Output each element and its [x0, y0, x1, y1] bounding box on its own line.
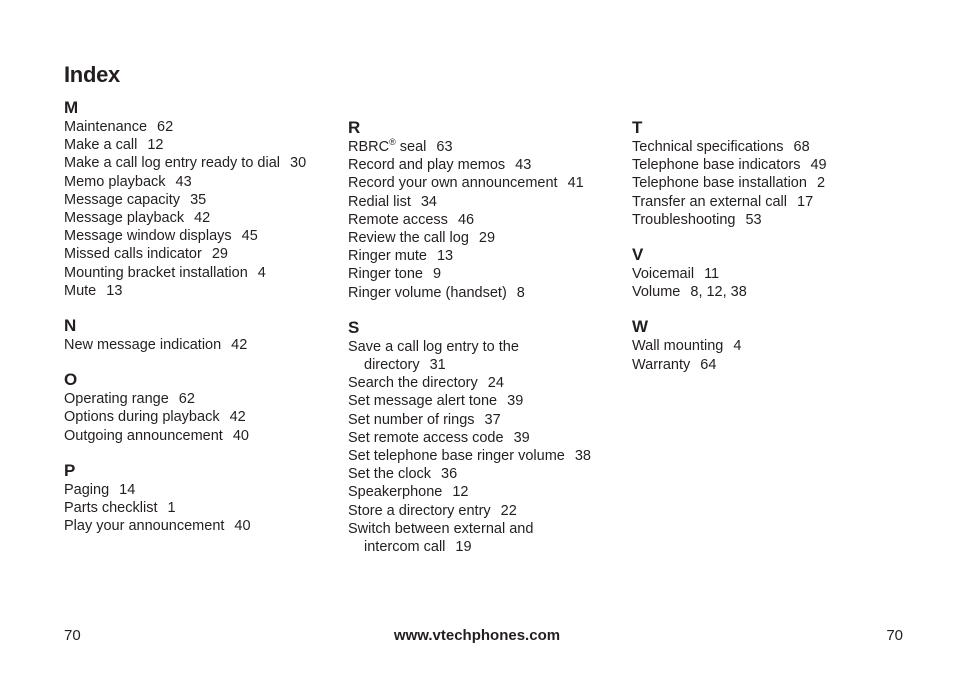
section-letter: P: [64, 460, 76, 480]
entry-term: Make a call: [64, 137, 138, 154]
entry-page-number: 2: [816, 175, 826, 192]
entry-term: Play your announcement: [64, 518, 225, 535]
index-entry: [348, 284, 618, 302]
entry-term: Redial list: [348, 193, 411, 210]
index-section: [64, 370, 334, 445]
index-entry: [632, 265, 902, 283]
section-letter: W: [632, 317, 649, 337]
entry-term: Save a call log entry to the: [348, 338, 519, 355]
entry-term: Message playback: [64, 210, 185, 227]
index-entry: [64, 499, 334, 517]
entry-page-number: 40: [234, 518, 251, 535]
index-entry: [348, 193, 618, 211]
index-entry: [348, 211, 618, 229]
index-entry: [632, 193, 902, 211]
index-section: [64, 316, 334, 354]
entry-term: Parts checklist: [64, 500, 158, 517]
index-entry: [348, 229, 618, 247]
index-section: [632, 118, 902, 229]
index-entry: [348, 374, 618, 392]
entry-page-number: 17: [797, 193, 814, 210]
index-entry: [348, 447, 618, 465]
index-section: [348, 118, 618, 302]
entry-term: Set remote access code: [348, 429, 504, 446]
entry-page-number: 34: [420, 193, 437, 210]
section-letter: N: [64, 316, 77, 336]
index-entry: [348, 502, 618, 520]
entry-term: Telephone base indicators: [632, 157, 801, 174]
section-letter: S: [348, 317, 360, 337]
entry-page-number: 62: [178, 391, 195, 408]
entry-page-number: 37: [484, 411, 501, 428]
index-entry: [64, 336, 334, 354]
entry-page-number: 29: [478, 230, 496, 247]
entry-term: Make a call log entry ready to dial: [64, 155, 280, 172]
entry-term: Warranty: [632, 356, 691, 373]
entry-term: Mute: [64, 282, 97, 299]
entry-continuation-text: directory: [364, 357, 420, 374]
entry-page-number: 53: [745, 211, 762, 228]
entry-term: Review the call log: [348, 230, 469, 247]
entry-page-number: 42: [194, 210, 211, 227]
index-section: [348, 318, 618, 556]
entry-page-number: 39: [507, 393, 524, 410]
page-title: Index: [64, 62, 120, 87]
entry-term: Switch between external and: [348, 520, 534, 537]
entry-term: Outgoing announcement: [64, 427, 223, 444]
page-number-right: 70: [886, 627, 903, 644]
index-entry: [348, 247, 618, 265]
entry-term: Record your own announcement: [348, 175, 558, 192]
entry-page-number: 43: [175, 173, 192, 190]
entry-term: Maintenance: [64, 119, 148, 135]
entry-term: Search the directory: [348, 375, 478, 392]
entry-page-number: 19: [455, 539, 472, 556]
entry-term: Telephone base installation: [632, 175, 807, 192]
entry-page-number: 64: [700, 356, 717, 373]
entry-term: Transfer an external call: [632, 193, 788, 210]
entry-page-number: 39: [513, 429, 530, 446]
index-entry: [64, 264, 334, 282]
entry-page-number: 14: [119, 481, 136, 498]
index-entry: [632, 211, 902, 229]
entry-continuation: [348, 538, 618, 556]
index-entry: [348, 156, 618, 174]
entry-term: Operating range: [64, 391, 169, 408]
section-letter: T: [632, 118, 643, 137]
entry-term: Set the clock: [348, 466, 432, 483]
index-entry: [64, 282, 334, 300]
entry-term: Store a directory entry: [348, 502, 491, 519]
index-entry: [632, 174, 902, 192]
entry-term: Missed calls indicator: [64, 246, 202, 263]
entry-page-number: 13: [106, 282, 123, 299]
index-entry: [64, 136, 334, 154]
section-letter: O: [64, 370, 78, 390]
entry-page-number: 4: [733, 338, 742, 355]
entry-page-number: 13: [436, 248, 454, 265]
entry-term: Message window displays: [64, 228, 232, 245]
index-column-1: [64, 98, 334, 551]
entry-term: Memo playback: [64, 173, 166, 190]
index-entry: [64, 517, 334, 535]
index-entry: [348, 429, 618, 447]
entry-term: Set message alert tone: [348, 393, 498, 410]
index-entry: [348, 265, 618, 283]
entry-page-number: 38: [574, 448, 591, 465]
index-entry: [64, 427, 334, 445]
entry-term: Record and play memos: [348, 157, 506, 174]
index-entry: [632, 138, 902, 156]
entry-term: Set telephone base ringer volume: [348, 448, 565, 465]
entry-term: Set number of rings: [348, 411, 475, 428]
page-number-left: 70: [64, 627, 81, 644]
entry-page-number: 62: [157, 119, 174, 135]
index-entry: [64, 227, 334, 245]
index-entry: [64, 245, 334, 263]
index-column-2: [348, 118, 618, 572]
entry-term: Ringer volume (handset): [348, 284, 507, 301]
entry-page-number: 8, 12, 38: [690, 284, 747, 301]
entry-term: Remote access: [348, 211, 448, 228]
entry-term: Wall mounting: [632, 338, 724, 355]
entry-page-number: 12: [452, 484, 469, 501]
entry-term: Options during playback: [64, 409, 220, 426]
index-entry: [348, 392, 618, 410]
entry-page-number: 22: [500, 502, 517, 519]
entry-continuation: [348, 356, 618, 374]
entry-page-number: 9: [432, 266, 442, 283]
section-letter: R: [348, 118, 361, 137]
entry-page-number: 41: [567, 175, 584, 192]
index-entry: [64, 408, 334, 426]
index-entry: [632, 283, 902, 301]
entry-page-number: 12: [147, 137, 164, 154]
index-entry: [348, 520, 618, 556]
index-entry: [64, 191, 334, 209]
entry-page-number: 36: [441, 466, 458, 483]
entry-page-number: 42: [231, 337, 248, 354]
index-entry: [632, 156, 902, 174]
entry-page-number: 29: [211, 246, 228, 263]
section-letter: M: [64, 98, 79, 117]
entry-page-number: 40: [232, 427, 249, 444]
index-section: [632, 245, 902, 301]
entry-page-number: 49: [810, 157, 827, 174]
entry-page-number: 8: [516, 284, 525, 301]
index-section: [64, 98, 334, 300]
index-entry: [64, 390, 334, 408]
footer-url: www.vtechphones.com: [393, 627, 561, 644]
index-entry: [632, 356, 902, 374]
entry-term: Paging: [64, 481, 110, 498]
entry-page-number: 43: [515, 157, 532, 174]
index-entry: [348, 465, 618, 483]
index-entry: [64, 173, 334, 191]
index-entry: [348, 338, 618, 374]
entry-page-number: 42: [229, 409, 246, 426]
entry-page-number: 30: [290, 155, 307, 172]
entry-page-number: 11: [704, 266, 720, 283]
section-letter: V: [632, 245, 644, 265]
index-entry: [348, 138, 618, 156]
index-entry: [348, 411, 618, 429]
entry-page-number: 46: [457, 211, 475, 228]
entry-term: Troubleshooting: [632, 211, 736, 228]
entry-page-number: 45: [241, 228, 258, 245]
entry-term: Mounting bracket installation: [64, 264, 248, 281]
registered-mark: ®: [389, 137, 396, 148]
index-entry: [348, 483, 618, 501]
entry-term: Ringer tone: [348, 266, 423, 283]
index-entry: [64, 154, 334, 172]
entry-term: New message indication: [64, 337, 222, 354]
entry-page-number: 35: [190, 191, 207, 208]
entry-term: Volume: [632, 284, 681, 301]
entry-term: Message capacity: [64, 191, 181, 208]
index-entry: [64, 209, 334, 227]
entry-term-rest: seal: [395, 139, 427, 155]
index-entry: [64, 481, 334, 499]
index-entry: [64, 118, 334, 136]
entry-term: Voicemail: [632, 266, 695, 283]
index-entry: [632, 337, 902, 355]
entry-page-number: 1: [167, 500, 176, 517]
entry-page-number: 63: [436, 139, 453, 155]
entry-page-number: 24: [487, 375, 504, 392]
index-section: [632, 317, 902, 373]
entry-term: Technical specifications: [632, 139, 784, 155]
index-section: [64, 461, 334, 536]
index-entry: [348, 174, 618, 192]
index-column-3: [632, 118, 902, 390]
entry-term: RBRC: [348, 139, 390, 155]
entry-page-number: 31: [429, 357, 446, 374]
entry-page-number: 68: [793, 139, 810, 155]
entry-page-number: 4: [257, 264, 266, 281]
entry-continuation-text: intercom call: [364, 539, 446, 556]
entry-term: Speakerphone: [348, 484, 443, 501]
entry-term: Ringer mute: [348, 248, 427, 265]
